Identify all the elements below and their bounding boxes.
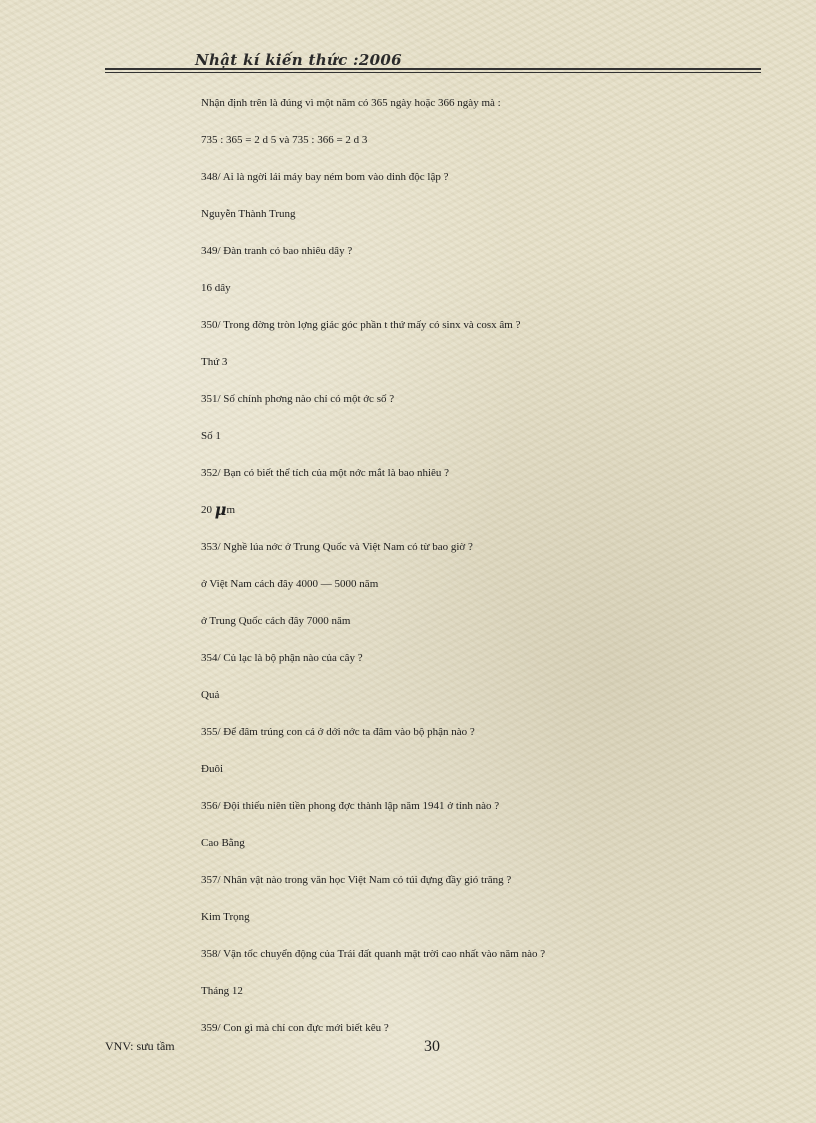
text-line: Nhận định trên là đúng vì một năm có 365 ngày hoặc 366 ngày mà :: [201, 97, 501, 109]
answer-line: ở Việt Nam cách đây 4000 — 5000 năm: [201, 578, 379, 590]
answer-number: 20: [201, 504, 212, 516]
footer-source: VNV: sưu tầm: [105, 1039, 175, 1053]
answer-unit: m: [226, 504, 236, 516]
qa-content: [201, 96, 721, 1058]
page-number: 30: [424, 1038, 440, 1055]
question-line: 359/ Con gì mà chỉ con đực mới biết kêu ?: [201, 1022, 389, 1034]
question-line: 352/ Bạn có biết thể tích của một nớc mắt là bao nhiêu ?: [201, 467, 450, 479]
answer-line: Tháng 12: [201, 985, 243, 997]
answer-line: Đuôi: [201, 763, 223, 775]
answer-line: Kim Trọng: [201, 911, 250, 923]
question-line: 351/ Số chính phơng nào chỉ có một ớc số ?: [201, 393, 395, 405]
question-line: 355/ Để đâm trúng con cá ở dới nớc ta đâm vào bộ phận nào ?: [201, 726, 475, 738]
page-header-title: Nhật kí kiến thức :2006: [195, 51, 402, 69]
header-divider: [105, 68, 761, 70]
answer-line: Quả: [201, 689, 220, 701]
answer-line-micrometer: [201, 500, 721, 540]
question-line: 348/ Ai là ngời lái máy bay ném bom vào dinh độc lập ?: [201, 171, 449, 183]
answer-line: Nguyễn Thành Trung: [201, 208, 296, 220]
answer-line: Số 1: [201, 430, 221, 442]
micro-symbol: μ: [214, 500, 227, 519]
question-line: 353/ Nghề lúa nớc ở Trung Quốc và Việt Nam có từ bao giờ ?: [201, 541, 473, 553]
question-line: 350/ Trong đờng tròn lợng giác góc phần t thứ mấy có sinx và cosx âm ?: [201, 319, 521, 331]
answer-line: Cao Bằng: [201, 837, 245, 849]
question-line: 357/ Nhân vật nào trong văn học Việt Nam có túi đựng đầy gió trăng ?: [201, 874, 512, 886]
header-divider-thin: [105, 72, 761, 73]
answer-line: ở Trung Quốc cách đây 7000 năm: [201, 615, 351, 627]
answer-line: Thứ 3: [201, 356, 228, 368]
question-line: 356/ Đội thiếu niên tiền phong đợc thành lập năm 1941 ở tỉnh nào ?: [201, 800, 500, 812]
text-line: 735 : 365 = 2 d 5 và 735 : 366 = 2 d 3: [201, 134, 368, 146]
answer-line: 16 dây: [201, 282, 231, 294]
question-line: 358/ Vận tốc chuyển động của Trái đất quanh mặt trời cao nhất vào năm nào ?: [201, 948, 546, 960]
question-line: 354/ Củ lạc là bộ phận nào của cây ?: [201, 652, 363, 664]
question-line: 349/ Đàn tranh có bao nhiêu dây ?: [201, 245, 353, 257]
